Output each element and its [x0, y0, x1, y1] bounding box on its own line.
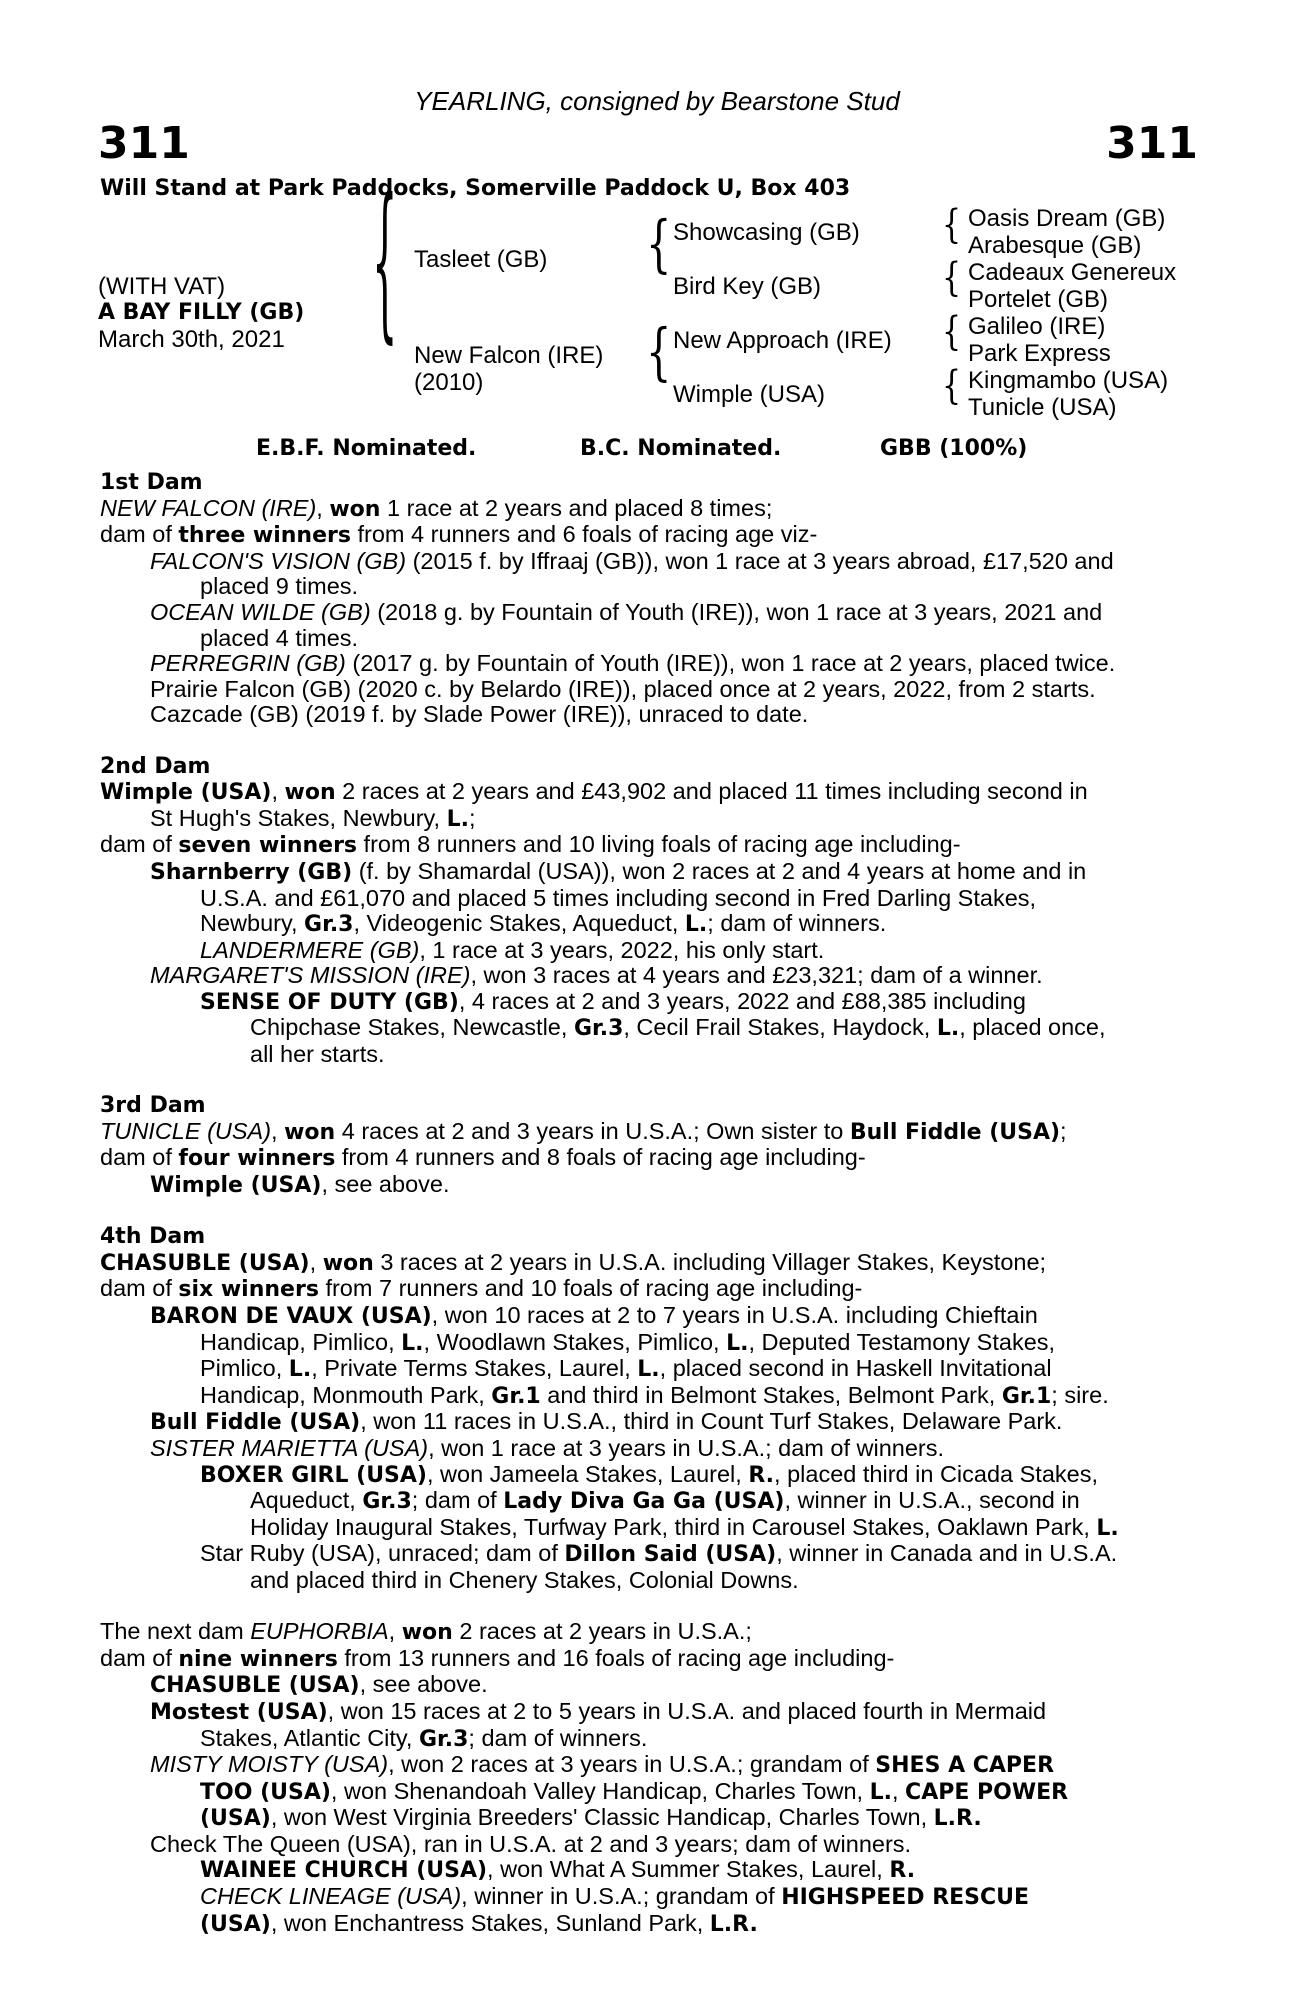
section-heading: 2nd Dam [100, 753, 211, 779]
record-line: and placed third in Chenery Stakes, Colonial Downs. [250, 1566, 799, 1593]
record-line: St Hugh's Stakes, Newbury, L.; [150, 804, 476, 832]
pedigree-brace-g2: { [942, 255, 962, 302]
record-line: SENSE OF DUTY (GB), 4 races at 2 and 3 years, 2022 and £88,385 including [200, 987, 1026, 1015]
record-line: Mostest (USA), won 15 races at 2 to 5 years in U.S.A. and placed fourth in Mermaid [150, 1697, 1047, 1725]
section-gap [100, 1199, 1203, 1225]
record-line: Check The Queen (USA), ran in U.S.A. at 2 and 3 years; dam of winners. [150, 1830, 912, 1857]
record-line: PERREGRIN (GB) (2017 g. by Fountain of Youth (IRE)), won 1 race at 2 years, placed twice. [150, 650, 1116, 677]
horse-name: A BAY FILLY (GB) [98, 300, 305, 325]
pedigree-g5: Galileo (IRE) [968, 313, 1106, 340]
pedigree-g4: Portelet (GB) [968, 286, 1109, 313]
record-line: Wimple (USA), won 2 races at 2 years and £43,902 and placed 11 times including second in [100, 778, 1088, 806]
pedigree-sire: Tasleet (GB) [414, 246, 548, 273]
record-line: TOO (USA), won Shenandoah Valley Handicap, Charles Town, L., CAPE POWER [200, 1777, 1069, 1805]
lot-number-left: 311 [98, 118, 190, 169]
pedigree-dam-sire: New Approach (IRE) [673, 327, 892, 354]
record-line: Wimple (USA), see above. [150, 1171, 450, 1199]
record-line: CHASUBLE (USA), won 3 races at 2 years in U.S.A. including Villager Stakes, Keystone; [100, 1248, 1047, 1276]
bc-nomination: B.C. Nominated. [580, 436, 782, 461]
section-gap [100, 1594, 1203, 1620]
lot-number-right: 311 [1106, 118, 1198, 169]
record-line: NEW FALCON (IRE), won 1 race at 2 years and placed 8 times; [100, 494, 773, 522]
ebf-nomination: E.B.F. Nominated. [256, 436, 477, 461]
record-line: OCEAN WILDE (GB) (2018 g. by Fountain of Youth (IRE)), won 1 race at 3 years, 2021 and [150, 598, 1103, 625]
record-line: Handicap, Pimlico, L., Woodlawn Stakes, Pimlico, L., Deputed Testamony Stakes, [200, 1328, 1056, 1356]
record-line: BARON DE VAUX (USA), won 10 races at 2 to 7 years in U.S.A. including Chieftain [150, 1302, 1038, 1329]
gbb-status: GBB (100%) [880, 436, 1028, 461]
record-line: all her starts. [250, 1041, 385, 1068]
record-line: CHECK LINEAGE (USA), winner in U.S.A.; grandam of HIGHSPEED RESCUE [200, 1883, 1030, 1911]
record-line: Chipchase Stakes, Newcastle, Gr.3, Cecil Frail Stakes, Haydock, L., placed once, [250, 1014, 1106, 1042]
record-line: SISTER MARIETTA (USA), won 1 race at 3 years in U.S.A.; dam of winners. [150, 1434, 945, 1461]
record-line: LANDERMERE (GB), 1 race at 3 years, 2022, his only start. [200, 936, 825, 963]
horse-dob: March 30th, 2021 [98, 326, 285, 353]
dam-section [100, 754, 1203, 1068]
record-line: Prairie Falcon (GB) (2020 c. by Belardo (IRE)), placed once at 2 years, 2022, from 2 starts. [150, 675, 1096, 702]
record-line: Pimlico, L., Private Terms Stakes, Laurel, L., placed second in Haskell Invitational [200, 1355, 1052, 1383]
stand-location: Will Stand at Park Paddocks, Somerville Paddock U, Box 403 [100, 176, 851, 201]
record-line: FALCON'S VISION (GB) (2015 f. by Iffraaj (GB)), won 1 race at 3 years abroad, £17,520 and [150, 547, 1114, 574]
record-line: CHASUBLE (USA), see above. [150, 1671, 488, 1699]
produce-record [100, 470, 1203, 1937]
dam-section [100, 1224, 1203, 1593]
pedigree-dam-year: (2010) [414, 369, 484, 396]
record-line: dam of six winners from 7 runners and 10 foals of racing age including- [100, 1275, 863, 1303]
record-line: Cazcade (GB) (2019 f. by Slade Power (IRE)), unraced to date. [150, 701, 809, 728]
pedigree-brace-sire: { [646, 209, 672, 281]
pedigree-brace-g3: { [942, 309, 962, 356]
record-line: Aqueduct, Gr.3; dam of Lady Diva Ga Ga (USA), winner in U.S.A., second in [250, 1487, 1080, 1515]
pedigree-brace-g4: { [942, 363, 962, 410]
pedigree-brace-g1: { [942, 202, 962, 249]
record-line: Star Ruby (USA), unraced; dam of Dillon Said (USA), winner in Canada and in U.S.A. [200, 1540, 1118, 1568]
pedigree-g8: Tunicle (USA) [968, 394, 1117, 421]
section-heading: 1st Dam [100, 470, 203, 495]
pedigree-dam-dam: Wimple (USA) [673, 381, 826, 408]
pedigree-g7: Kingmambo (USA) [968, 367, 1169, 394]
record-line: WAINEE CHURCH (USA), won What A Summer Stakes, Laurel, R. [200, 1856, 916, 1884]
section-heading: 3rd Dam [100, 1093, 206, 1119]
record-line: MISTY MOISTY (USA), won 2 races at 3 years in U.S.A.; grandam of SHES A CAPER [150, 1751, 1055, 1779]
pedigree-g3: Cadeaux Genereux [968, 259, 1177, 286]
record-line: dam of seven winners from 8 runners and 10 living foals of racing age including- [100, 831, 961, 859]
pedigree-dam: New Falcon (IRE) [414, 342, 604, 369]
dam-section [100, 1093, 1203, 1198]
record-line: TUNICLE (USA), won 4 races at 2 and 3 years in U.S.A.; Own sister to Bull Fiddle (USA); [100, 1117, 1067, 1145]
record-line: (USA), won West Virginia Breeders' Classic Handicap, Charles Town, L.R. [200, 1804, 982, 1832]
record-line: dam of nine winners from 13 runners and 16 foals of racing age including- [100, 1644, 895, 1672]
section-gap [100, 1068, 1203, 1094]
vat-note: (WITH VAT) [98, 273, 226, 300]
pedigree-g1: Oasis Dream (GB) [968, 205, 1166, 232]
pedigree-brace-main: { [372, 167, 398, 361]
dam-section [100, 1619, 1203, 1937]
record-line: The next dam EUPHORBIA, won 2 races at 2 years in U.S.A.; [100, 1618, 752, 1646]
record-line: Sharnberry (GB) (f. by Shamardal (USA)), won 2 races at 2 and 4 years at home and in [150, 857, 1087, 885]
record-line: MARGARET'S MISSION (IRE), won 3 races at 4 years and £23,321; dam of a winner. [150, 962, 1043, 989]
record-line: placed 4 times. [200, 624, 359, 651]
pedigree-brace-dam: { [646, 317, 672, 389]
record-line: U.S.A. and £61,070 and placed 5 times including second in Fred Darling Stakes, [200, 884, 1037, 911]
record-line: Stakes, Atlantic City, Gr.3; dam of winners. [200, 1724, 648, 1752]
pedigree-g2: Arabesque (GB) [968, 232, 1142, 259]
record-line: Bull Fiddle (USA), won 11 races in U.S.A., third in Count Turf Stakes, Delaware Park. [150, 1408, 1063, 1436]
pedigree-g6: Park Express [968, 340, 1111, 367]
page-subtitle: YEARLING, consigned by Bearstone Stud [414, 86, 900, 116]
record-line: Newbury, Gr.3, Videogenic Stakes, Aqueduct, L.; dam of winners. [200, 910, 887, 938]
record-line: Handicap, Monmouth Park, Gr.1 and third in Belmont Stakes, Belmont Park, Gr.1; sire. [200, 1381, 1109, 1409]
pedigree-sire-sire: Showcasing (GB) [673, 219, 860, 246]
pedigree-sire-dam: Bird Key (GB) [673, 273, 822, 300]
section-heading: 4th Dam [100, 1224, 206, 1250]
record-line: Holiday Inaugural Stakes, Turfway Park, third in Carousel Stakes, Oaklawn Park, L. [250, 1513, 1119, 1541]
record-line: placed 9 times. [200, 573, 359, 600]
record-line: dam of three winners from 4 runners and 6 foals of racing age viz- [100, 521, 818, 549]
record-line: BOXER GIRL (USA), won Jameela Stakes, Laurel, R., placed third in Cicada Stakes, [200, 1460, 1098, 1488]
record-line: (USA), won Enchantress Stakes, Sunland Park, L.R. [200, 1909, 758, 1937]
section-gap [100, 728, 1203, 754]
dam-section [100, 470, 1203, 728]
record-line: dam of four winners from 4 runners and 8 foals of racing age including- [100, 1144, 866, 1172]
